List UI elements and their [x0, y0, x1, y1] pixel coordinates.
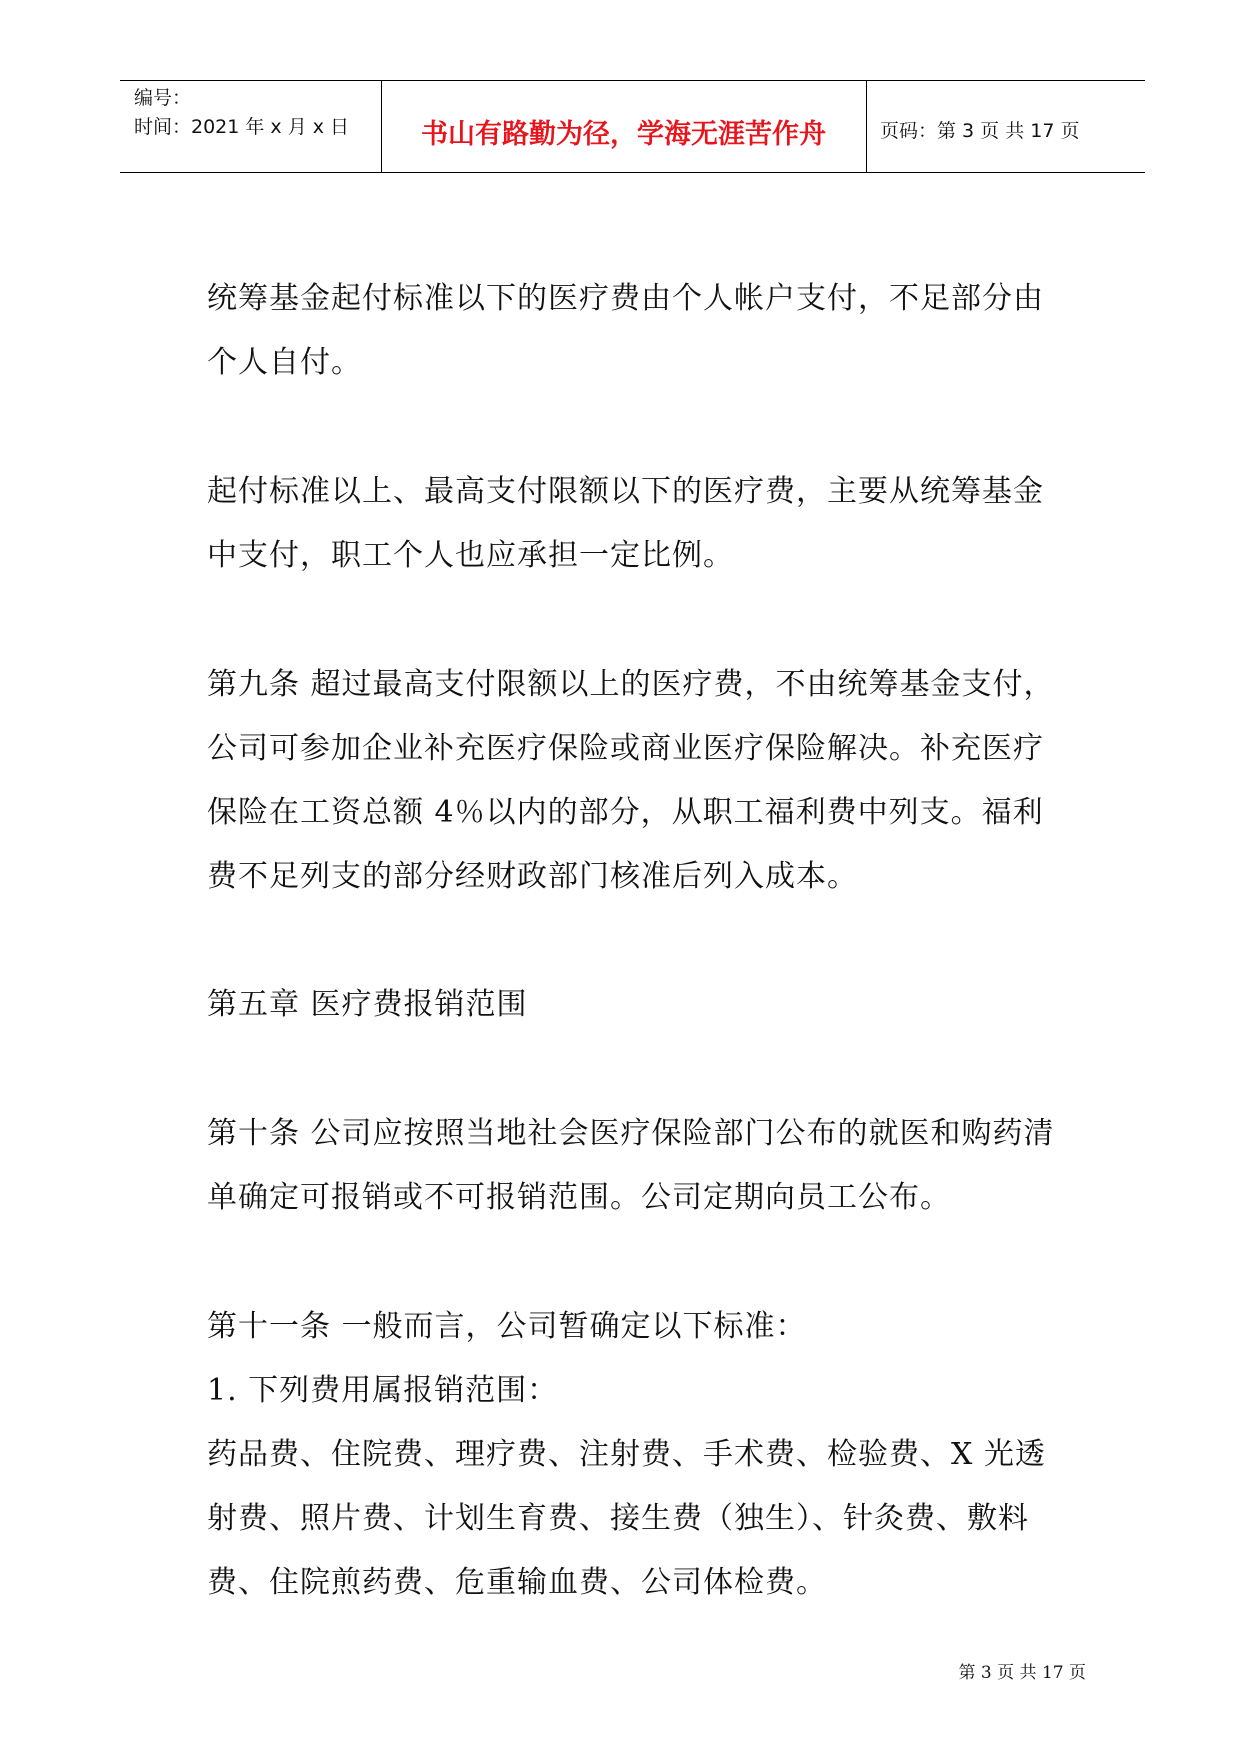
paragraph-article-11: 第十一条 一般而言，公司暂确定以下标准：	[207, 1309, 807, 1344]
paragraph-reimbursable-items: 药品费、住院费、理疗费、注射费、手术费、检验费、X 光透射费、照片费、计划生育费、接生费（独生）、针灸费、敷料费、住院煎药费、危重输血费、公司体检费。	[207, 1437, 1046, 1600]
page-header	[120, 80, 1145, 173]
list-item-reimbursable-heading: 1. 下列费用属报销范围：	[207, 1373, 559, 1408]
header-left-cell	[120, 81, 382, 172]
document-time-label: 时间：2021 年 x 月 x 日	[134, 116, 350, 138]
header-middle-cell	[381, 81, 867, 172]
chapter-5-heading: 第五章 医疗费报销范围	[207, 987, 528, 1022]
header-page-number: 页码：第 3 页 共 17 页	[880, 120, 1080, 142]
paragraph-pooled-fund: 起付标准以上、最高支付限额以下的医疗费，主要从统筹基金中支付，职工个人也应承担一定比例。	[207, 474, 1044, 573]
paragraph-article-10: 第十条 公司应按照当地社会医疗保险部门公布的就医和购药清单确定可报销或不可报销范围。公司定期向员工公布。	[207, 1116, 1055, 1215]
header-right-cell	[866, 81, 1145, 172]
paragraph-article-9: 第九条 超过最高支付限额以上的医疗费，不由统筹基金支付，公司可参加企业补充医疗保险或商业医疗保险解决。补充医疗保险在工资总额 4％以内的部分，从职工福利费中列支。福利费不足列支的部分经财政部门核准后列入成本。	[207, 667, 1055, 894]
page-footer: 第 3 页 共 17 页	[958, 1663, 1086, 1683]
header-motto: 书山有路勤为径，学海无涯苦作舟	[421, 119, 826, 150]
document-number-label: 编号：	[134, 87, 192, 109]
paragraph-personal-account: 统筹基金起付标准以下的医疗费由个人帐户支付，不足部分由个人自付。	[207, 281, 1044, 380]
